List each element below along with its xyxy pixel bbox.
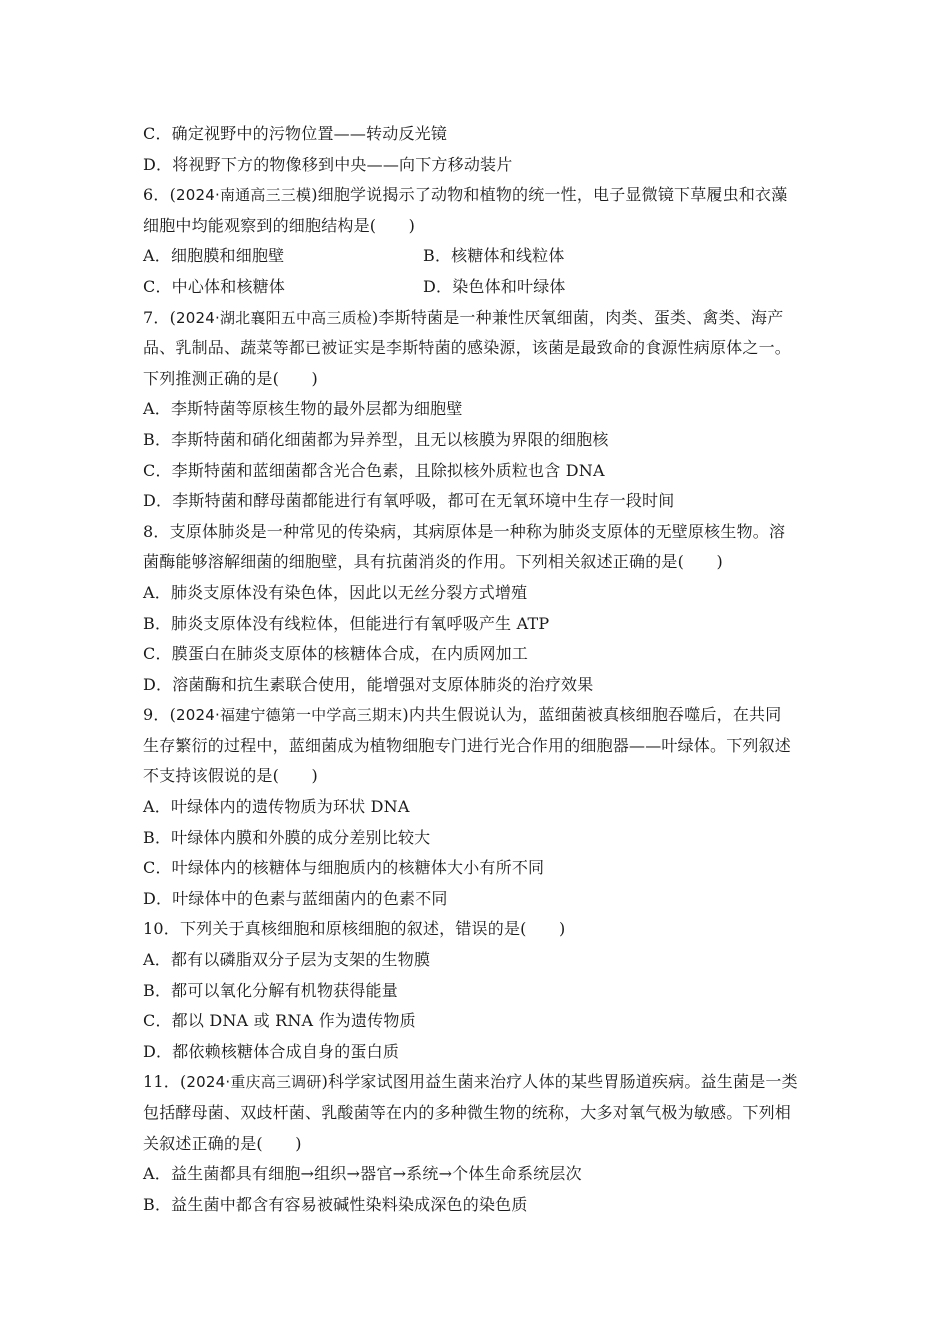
q11-option-a: A．益生菌都具有细胞→组织→器官→系统→个体生命系统层次 — [143, 1164, 582, 1184]
q9-number: 9．( — [143, 705, 177, 725]
q9-source: 2024·福建宁德第一中学高三期末 — [176, 706, 403, 725]
q9-stem-text: )内共生假说认为，蓝细菌被真核细胞吞噬后，在共同 — [402, 705, 782, 725]
q6-option-d: D．染色体和叶绿体 — [423, 276, 566, 296]
q11-option-b: B．益生菌中都含有容易被碱性染料染成深色的染色质 — [143, 1194, 528, 1214]
q9-option-d: D．叶绿体中的色素与蓝细菌内的色素不同 — [143, 888, 448, 908]
q8-option-a: A．肺炎支原体没有染色体，因此以无丝分裂方式增殖 — [143, 582, 528, 602]
q5-option-c: C．确定视野中的污物位置——转动反光镜 — [143, 124, 448, 143]
q7-source: 2024·湖北襄阳五中高三质检 — [176, 308, 372, 327]
q10-option-b: B．都可以氧化分解有机物获得能量 — [143, 980, 398, 1000]
q6-number: 6．( — [143, 185, 177, 205]
question-content — [143, 119, 811, 1220]
q11-stem-line-2: 包括酵母菌、双歧杆菌、乳酸菌等在内的多种微生物的统称，大多对氧气极为敏感。下列相 — [143, 1103, 792, 1122]
q10-stem: 10．下列关于真核细胞和原核细胞的叙述，错误的是( ) — [143, 919, 566, 939]
q7-stem-line-3: 下列推测正确的是( ) — [143, 368, 318, 388]
q6-stem-line-1 — [143, 180, 811, 211]
q11-stem-line-3: 关叙述正确的是( ) — [143, 1133, 302, 1153]
q10-option-c: C．都以 DNA 或 RNA 作为遗传物质 — [143, 1011, 416, 1031]
q6-option-c: C．中心体和核糖体 — [143, 276, 286, 296]
q8-option-d: D．溶菌酶和抗生素联合使用，能增强对支原体肺炎的治疗效果 — [143, 674, 594, 694]
q7-stem-text: )李斯特菌是一种兼性厌氧细菌，肉类、蛋类、禽类、海产 — [371, 307, 784, 327]
q6-option-b: B．核糖体和线粒体 — [423, 246, 565, 266]
q10-option-d: D．都依赖核糖体合成自身的蛋白质 — [143, 1041, 400, 1061]
q11-stem-line-1 — [143, 1067, 811, 1098]
q7-stem-line-2: 品、乳制品、蔬菜等都已被证实是李斯特菌的感染源，该菌是最致命的食源性病原体之一。 — [143, 338, 792, 358]
q9-option-b: B．叶绿体内膜和外膜的成分差别比较大 — [143, 827, 431, 847]
q10-option-a: A．都有以磷脂双分子层为支架的生物膜 — [143, 950, 431, 970]
q7-option-a: A．李斯特菌等原核生物的最外层都为细胞壁 — [143, 399, 463, 419]
q9-stem-line-3: 不支持该假说的是( ) — [143, 766, 318, 786]
q9-stem-line-1 — [143, 700, 811, 731]
q9-option-a: A．叶绿体内的遗传物质为环状 DNA — [143, 797, 410, 817]
q7-number: 7．( — [143, 307, 177, 327]
q8-option-c: C．膜蛋白在肺炎支原体的核糖体合成，在内质网加工 — [143, 644, 529, 664]
q8-stem-line-2: 菌酶能够溶解细菌的细胞壁，具有抗菌消炎的作用。下列相关叙述正确的是( ) — [143, 552, 723, 572]
q6-stem-text: )细胞学说揭示了动物和植物的统一性，电子显微镜下草履虫和衣藻 — [311, 185, 788, 205]
q8-option-b: B．肺炎支原体没有线粒体，但能进行有氧呼吸产生 ATP — [143, 613, 550, 633]
q9-stem-line-2: 生存繁衍的过程中，蓝细菌成为植物细胞专门进行光合作用的细胞器——叶绿体。下列叙述 — [143, 735, 792, 755]
q7-stem-line-1 — [143, 303, 811, 334]
q6-options-row-2 — [143, 272, 811, 303]
q9-option-c: C．叶绿体内的核糖体与细胞质内的核糖体大小有所不同 — [143, 858, 545, 878]
q6-option-a: A．细胞膜和细胞壁 — [143, 246, 285, 266]
q6-stem-line-2: 细胞中均能观察到的细胞结构是( ) — [143, 215, 416, 235]
q7-option-b: B．李斯特菌和硝化细菌都为异养型，且无以核膜为界限的细胞核 — [143, 429, 609, 449]
q6-options-row-1 — [143, 241, 811, 272]
q7-option-c: C．李斯特菌和蓝细菌都含光合色素，且除拟核外质粒也含 DNA — [143, 460, 605, 480]
q8-stem-line-1: 8．支原体肺炎是一种常见的传染病，其病原体是一种称为肺炎支原体的无壁原核生物。溶 — [143, 521, 786, 541]
q11-source: 2024·重庆高三调研 — [186, 1073, 322, 1092]
q7-option-d: D．李斯特菌和酵母菌都能进行有氧呼吸，都可在无氧环境中生存一段时间 — [143, 491, 675, 511]
q6-source: 2024·南通高三三模 — [176, 186, 312, 205]
q11-number: 11．( — [143, 1072, 187, 1092]
q11-stem-text: )科学家试图用益生菌来治疗人体的某些胃肠道疾病。益生菌是一类 — [321, 1072, 798, 1092]
q5-option-d: D．将视野下方的物像移到中央——向下方移动装片 — [143, 154, 513, 174]
